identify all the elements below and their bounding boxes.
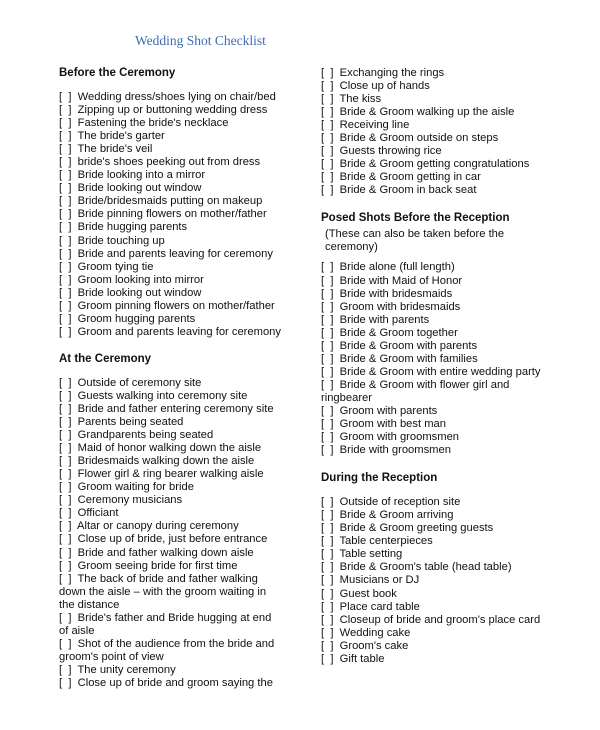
checklist-item: of aisle	[59, 624, 95, 637]
checklist-item: [ ] Bride & Groom arriving	[321, 509, 454, 522]
checklist-item: [ ] Close up of hands	[321, 80, 430, 93]
checklist-item: [ ] Groom with groomsmen	[321, 431, 460, 444]
checklist-item: [ ] Bride with groomsmen	[321, 444, 451, 457]
checklist-item: [ ] Bride & Groom greeting guests	[321, 522, 494, 535]
checklist-item: [ ] Officiant	[59, 507, 119, 520]
checklist-item: [ ] Bride & Groom in back seat	[321, 184, 477, 197]
checklist-item: [ ] Bride looking out window	[59, 182, 202, 195]
checklist-item: [ ] Receiving line	[321, 119, 410, 132]
checklist-item: [ ] Exchanging the rings	[321, 67, 445, 79]
checklist-item: [ ] Bride with bridesmaids	[321, 287, 453, 300]
checklist-item: [ ] Bride with Maid of Honor	[321, 274, 463, 287]
checklist-item: [ ] Wedding dress/shoes lying on chair/bed	[59, 91, 276, 103]
checklist-item: [ ] Outside of reception site	[321, 496, 461, 509]
checklist-item: [ ] Close up of bride, just before entrance	[59, 533, 268, 546]
during-reception-list	[321, 496, 583, 666]
checklist-item: [ ] Musicians or DJ	[321, 574, 420, 587]
left-column	[59, 66, 321, 704]
checklist-item: [ ] The kiss	[321, 93, 382, 106]
checklist-item: [ ] Bride pinning flowers on mother/father	[59, 208, 267, 221]
checklist-item: [ ] Groom's cake	[321, 639, 409, 652]
ceremony-continued-list	[321, 67, 583, 197]
checklist-item: [ ] Bride looking into a mirror	[59, 169, 206, 182]
checklist-item: [ ] Altar or canopy during ceremony	[59, 520, 239, 533]
checklist-item: [ ] Bride & Groom with families	[321, 352, 478, 365]
checklist-item: [ ] Bride's father and Bride hugging at end	[59, 611, 272, 624]
checklist-item: [ ] Ceremony musicians	[59, 494, 183, 507]
checklist-item: [ ] Bride/bridesmaids putting on makeup	[59, 195, 263, 208]
checklist-item: [ ] Groom with parents	[321, 404, 438, 417]
checklist-item: [ ] Guest book	[321, 587, 397, 600]
document-title: Wedding Shot Checklist	[135, 33, 266, 48]
checklist-item: [ ] Groom waiting for bride	[59, 481, 194, 494]
checklist-item: [ ] Outside of ceremony site	[59, 376, 202, 389]
checklist-item: [ ] Bride & Groom with entire wedding party	[321, 365, 541, 378]
checklist-item: [ ] The unity ceremony	[59, 663, 176, 676]
checklist-item: [ ] Bride & Groom getting in car	[321, 171, 481, 184]
checklist-item: [ ] Groom and parents leaving for ceremony	[59, 325, 281, 338]
section-heading-at-ceremony: At the Ceremony	[59, 352, 152, 365]
checklist-item: the distance	[59, 598, 120, 611]
posed-shots-note-line2: ceremony)	[325, 241, 378, 254]
checklist-item: [ ] Place card table	[321, 600, 420, 613]
section-heading-before-ceremony: Before the Ceremony	[59, 67, 176, 79]
checklist-item: [ ] Groom with best man	[321, 418, 446, 431]
checklist-item: [ ] Bride alone (full length)	[321, 261, 455, 274]
checklist-item: [ ] Groom looking into mirror	[59, 273, 204, 286]
checklist-item: [ ] Bride & Groom getting congratulations	[321, 158, 530, 171]
checklist-item: [ ] Zipping up or buttoning wedding dress	[59, 104, 268, 117]
checklist-item: [ ] Guests throwing rice	[321, 145, 442, 158]
checklist-item: [ ] Bride & Groom's table (head table)	[321, 561, 512, 574]
checklist-item: [ ] Bride and father entering ceremony site	[59, 402, 274, 415]
checklist-item: [ ] Bride hugging parents	[59, 221, 188, 234]
checklist-item: [ ] Flower girl & ring bearer walking aisle	[59, 468, 264, 481]
checklist-item: [ ] The bride's veil	[59, 143, 153, 156]
checklist-item: [ ] Maid of honor walking down the aisle	[59, 442, 262, 455]
checklist-item: [ ] Bride & Groom outside on steps	[321, 132, 499, 145]
checklist-item: [ ] bride's shoes peeking out from dress	[59, 156, 261, 169]
checklist-item: [ ] Bride & Groom with flower girl and	[321, 378, 510, 391]
checklist-item: [ ] Bride & Groom walking up the aisle	[321, 106, 515, 119]
checklist-item: [ ] Bride touching up	[59, 234, 165, 247]
checklist-item: [ ] Groom seeing bride for first time	[59, 559, 238, 572]
checklist-item: [ ] Bridesmaids walking down the aisle	[59, 455, 255, 468]
checklist-item: [ ] Bride with parents	[321, 313, 430, 326]
before-ceremony-list	[59, 91, 321, 339]
checklist-item: [ ] Bride & Groom with parents	[321, 339, 478, 352]
checklist-item: [ ] Shot of the audience from the bride and	[59, 637, 275, 650]
posed-shots-note	[325, 228, 583, 254]
checklist-item: [ ] Table centerpieces	[321, 535, 433, 548]
checklist-item: [ ] Groom hugging parents	[59, 312, 196, 325]
checklist-item: [ ] Grandparents being seated	[59, 429, 214, 442]
checklist-item: down the aisle – with the groom waiting in	[59, 585, 267, 598]
checklist-item: [ ] Gift table	[321, 652, 385, 665]
checklist-item: [ ] Table setting	[321, 548, 403, 561]
checklist-item: [ ] The back of bride and father walking	[59, 572, 258, 585]
checklist-item: [ ] Close up of bride and groom saying the	[59, 676, 273, 689]
checklist-item: groom's point of view	[59, 650, 164, 663]
checklist-item: [ ] Wedding cake	[321, 626, 411, 639]
checklist-item: [ ] Bride and parents leaving for ceremony	[59, 247, 273, 260]
checklist-item: [ ] Bride looking out window	[59, 286, 202, 299]
checklist-item: [ ] Parents being seated	[59, 416, 184, 429]
section-heading-posed-shots: Posed Shots Before the Reception	[321, 212, 510, 225]
checklist-item: ringbearer	[321, 391, 372, 404]
checklist-item: [ ] Groom pinning flowers on mother/father	[59, 299, 275, 312]
checklist-item: [ ] Guests walking into ceremony site	[59, 389, 248, 402]
posed-shots-note-line1: (These can also be taken before the	[325, 228, 505, 241]
checklist-item: [ ] Groom tying tie	[59, 260, 154, 273]
at-ceremony-list	[59, 377, 321, 690]
checklist-item: [ ] The bride's garter	[59, 130, 165, 143]
checklist-item: [ ] Bride & Groom together	[321, 326, 458, 339]
checklist-item: [ ] Bride and father walking down aisle	[59, 546, 254, 559]
checklist-item: [ ] Groom with bridesmaids	[321, 300, 461, 313]
checklist-item: [ ] Fastening the bride's necklace	[59, 117, 229, 130]
right-column	[321, 66, 583, 680]
posed-shots-list	[321, 261, 583, 457]
section-heading-during-reception: During the Reception	[321, 472, 438, 485]
checklist-item: [ ] Closeup of bride and groom's place card	[321, 613, 541, 626]
